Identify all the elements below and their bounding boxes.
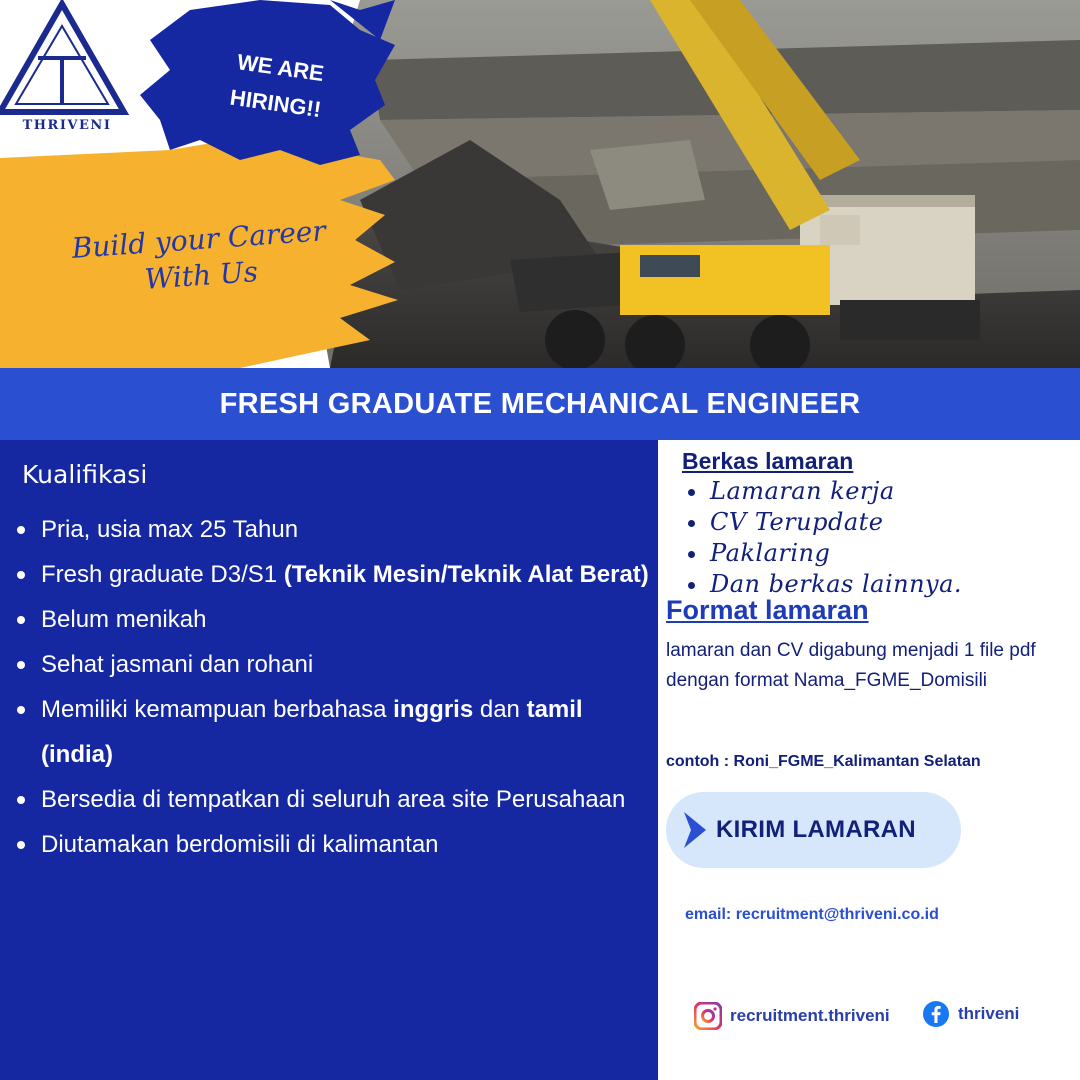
- qualifications-list: [14, 507, 654, 867]
- hero-banner: [0, 0, 1080, 368]
- list-item: CV Terupdate: [686, 507, 962, 538]
- documents-heading: Berkas lamaran: [682, 448, 854, 474]
- documents-list: [686, 476, 962, 600]
- facebook-icon: [922, 1000, 950, 1028]
- format-example: contoh : Roni_FGME_Kalimantan Selatan: [666, 753, 981, 770]
- hiring-line-2: HIRING!!: [228, 84, 323, 123]
- tagline-line-1: Build your Career: [70, 214, 327, 265]
- hiring-line-1: WE ARE: [235, 49, 326, 87]
- list-item: Belum menikah: [14, 597, 654, 642]
- list-item: Lamaran kerja: [686, 476, 962, 507]
- play-arrow-icon: [682, 812, 708, 848]
- list-item: Memiliki kemampuan berbahasa inggris dan tamil (india): [14, 687, 654, 777]
- format-heading: Format lamaran: [666, 595, 869, 625]
- logo-wordmark: THRIVENI: [22, 118, 112, 133]
- qualifications-heading: Kualifikasi: [22, 460, 148, 489]
- list-item: Dan berkas lainnya.: [686, 569, 962, 600]
- job-title: FRESH GRADUATE MECHANICAL ENGINEER: [219, 387, 861, 420]
- instagram-icon: [694, 1002, 722, 1030]
- instagram-link[interactable]: [694, 1002, 890, 1030]
- list-item: Sehat jasmani dan rohani: [14, 642, 654, 687]
- application-panel: [658, 440, 1080, 1080]
- mining-scene-image: [0, 0, 1080, 368]
- list-item: Fresh graduate D3/S1 (Teknik Mesin/Teknik Alat Berat): [14, 552, 654, 597]
- list-item: Bersedia di tempatkan di seluruh area site Perusahaan: [14, 777, 654, 822]
- qualifications-panel: [0, 440, 658, 1080]
- send-application-button[interactable]: [666, 792, 961, 868]
- format-description: lamaran dan CV digabung menjadi 1 file pdf dengan format Nama_FGME_Domisili: [666, 640, 1036, 691]
- facebook-link[interactable]: [922, 1000, 1019, 1028]
- facebook-handle: thriveni: [958, 1004, 1020, 1023]
- list-item: Diutamakan berdomisili di kalimantan: [14, 822, 654, 867]
- job-title-bar: [0, 368, 1080, 440]
- tagline-line-2: With Us: [143, 255, 259, 296]
- send-application-label: KIRIM LAMARAN: [716, 816, 916, 843]
- list-item: Paklaring: [686, 538, 962, 569]
- contact-email[interactable]: email: recruitment@thriveni.co.id: [685, 906, 939, 923]
- instagram-handle: recruitment.thriveni: [730, 1006, 890, 1025]
- list-item: Pria, usia max 25 Tahun: [14, 507, 654, 552]
